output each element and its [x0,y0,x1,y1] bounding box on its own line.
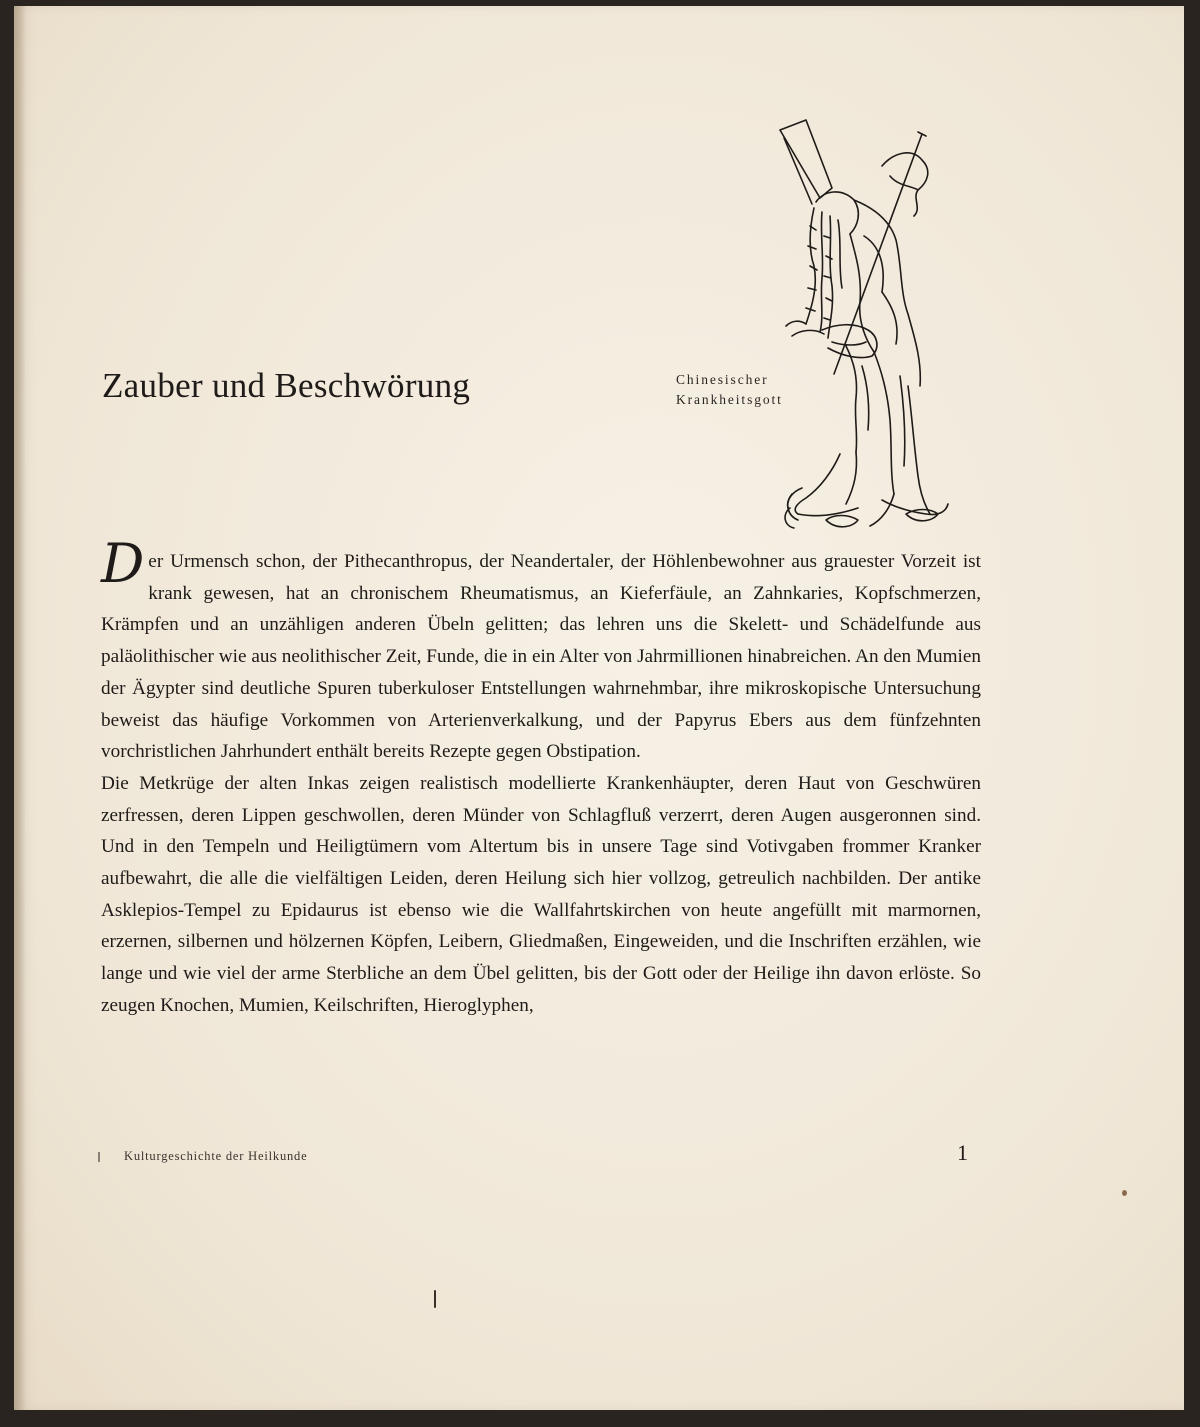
caption-line-1: Chinesischer [676,372,769,387]
running-title: Kulturgeschichte der Heilkunde [124,1149,308,1163]
paper-speck [1122,1190,1127,1196]
body-text [101,532,981,1022]
paper-mark [434,1290,436,1308]
page-gutter-shadow [14,6,26,1410]
paragraph-1 [101,532,981,768]
chinese-disease-god-illustration [762,116,972,536]
page-number: 1 [957,1140,968,1165]
book-page [14,6,1184,1410]
drop-cap: D [101,532,145,595]
paragraph-2: Die Metkrüge der alten Inkas zeigen realistisch modellierte Krankenhäupter, deren Haut von Geschwüren zerfressen, deren Lippen geschwollen, deren Münder von Schlagfluß verzerrt, deren Augen ausgeronnen sind. Und in den Tempeln und Heiligtümern vom Altertum bis in unsere Tage sind Votivgaben frommer Kranker aufbewahrt, die alle die vielfältigen Leiden, deren Heilung sich hier vollzog, getreulich nachbilden. Der antike Asklepios-Tempel zu Epidaurus ist ebenso wie die Wallfahrtskirchen von heute angefüllt mit marmornen, erzernen, silbernen und hölzernen Köpfen, Leibern, Gliedmaßen, Eingeweiden, und die Inschriften erzählen, wie lange und wie viel der arme Sterbliche an dem Übel gelitten, bis der Gott oder der Heilige ihn davon erlöste. So zeugen Knochen, Mumien, Keilschriften, Hieroglyphen, [101,772,981,1016]
paragraph-1-text: er Urmensch schon, der Pithecanthropus, der Neandertaler, der Höhlenbewohner aus grauester Vorzeit ist krank gewesen, hat an chronischem Rheumatismus, an Kieferfäule, an Zahnkaries, Kopfschmerzen, Krämpfen und an unzähligen anderen Übeln gelitten; das lehren uns die Skelett- und Schädelfunde aus paläolithischer wie aus neolithischer Zeit, Funde, die in ein Alter von Jahrmillionen hinabreichen. An den Mumien der Ägypter sind deutliche Spuren tuberkuloser Entstellungen wahrnehmbar, ihre mikroskopische Untersuchung beweist das häufige Vorkommen von Arterienverkalkung, und der Papyrus Ebers aus dem fünfzehnten vorchristlichen Jahrhundert enthält bereits Rezepte gegen Obstipation. [101,551,981,763]
caption-line-2: Krankheitsgott [676,392,783,407]
chapter-title: Zauber und Beschwörung [102,366,471,405]
figure-caption [676,370,783,410]
running-footer [98,1149,307,1164]
signature-mark [98,1152,100,1162]
